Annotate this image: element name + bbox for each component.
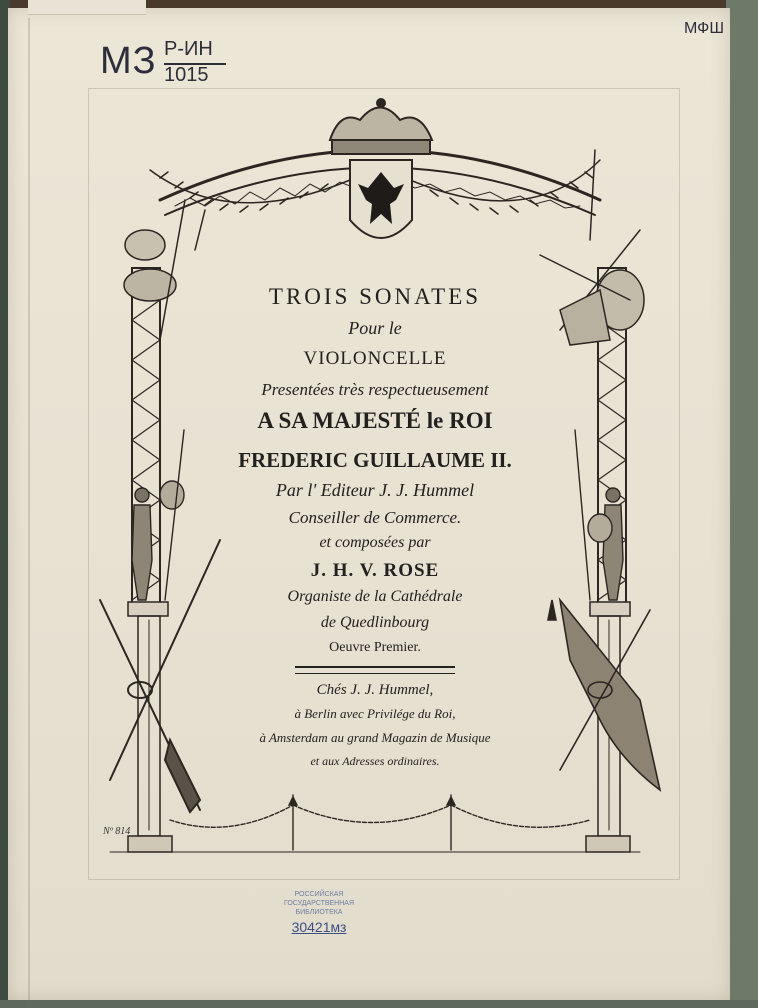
title-line-editeur: Par l' Editeur J. J. Hummel [275, 480, 475, 500]
library-inventory-number: 30421мз [291, 919, 347, 935]
title-line-presentees: Presentées très respectueusement [261, 380, 489, 399]
imprint-line-hummel: Chés J. J. Hummel, [316, 682, 434, 698]
imprint-line-berlin: à Berlin avec Privilége du Roi, [294, 706, 456, 721]
corner-mark: МФШ [684, 20, 724, 37]
title-line-organiste: Organiste de la Cathédrale [287, 588, 463, 605]
library-stamp-line1: РОССИЙСКАЯ [294, 891, 344, 898]
library-stamp-line2: ГОСУДАРСТВЕННАЯ [283, 900, 355, 907]
plate-number: Nº 814 [103, 826, 131, 837]
title-line-quedlinbourg: de Quedlinbourg [320, 614, 430, 631]
eagle-shield [350, 160, 412, 238]
title-line-composees: et composées par [319, 534, 431, 551]
imprint-line-adresses: et aux Adresses ordinaires. [310, 754, 440, 768]
title-line-violoncelle: VIOLONCELLE [303, 348, 447, 369]
right-trophy-instruments [540, 150, 644, 345]
title-rule [295, 666, 455, 674]
left-soldier [132, 430, 184, 600]
crown [330, 99, 432, 154]
shelfmark-top: Р-ИН [164, 38, 213, 60]
title-line-conseiller: Conseiller de Commerce. [288, 508, 462, 527]
title-line-pour-le: Pour le [348, 318, 402, 338]
imprint-line-amsterdam: à Amsterdam au grand Magazin de Musique [259, 730, 491, 745]
title-line-trois-sonates: TROIS SONATES [268, 284, 482, 309]
title-line-composer: J. H. V. ROSE [310, 560, 440, 581]
library-stamp [274, 890, 364, 935]
title-line-frederic: FREDERIC GUILLAUME II. [238, 448, 512, 472]
title-line-majeste: A SA MAJESTÉ le ROI [257, 408, 493, 433]
library-stamp-line3: БИБЛИОТЕКА [295, 909, 343, 916]
title-line-oeuvre: Oeuvre Premier. [329, 640, 421, 655]
shelfmark-bottom: 1015 [164, 64, 209, 86]
shelfmark-main: МЗ [100, 40, 157, 82]
